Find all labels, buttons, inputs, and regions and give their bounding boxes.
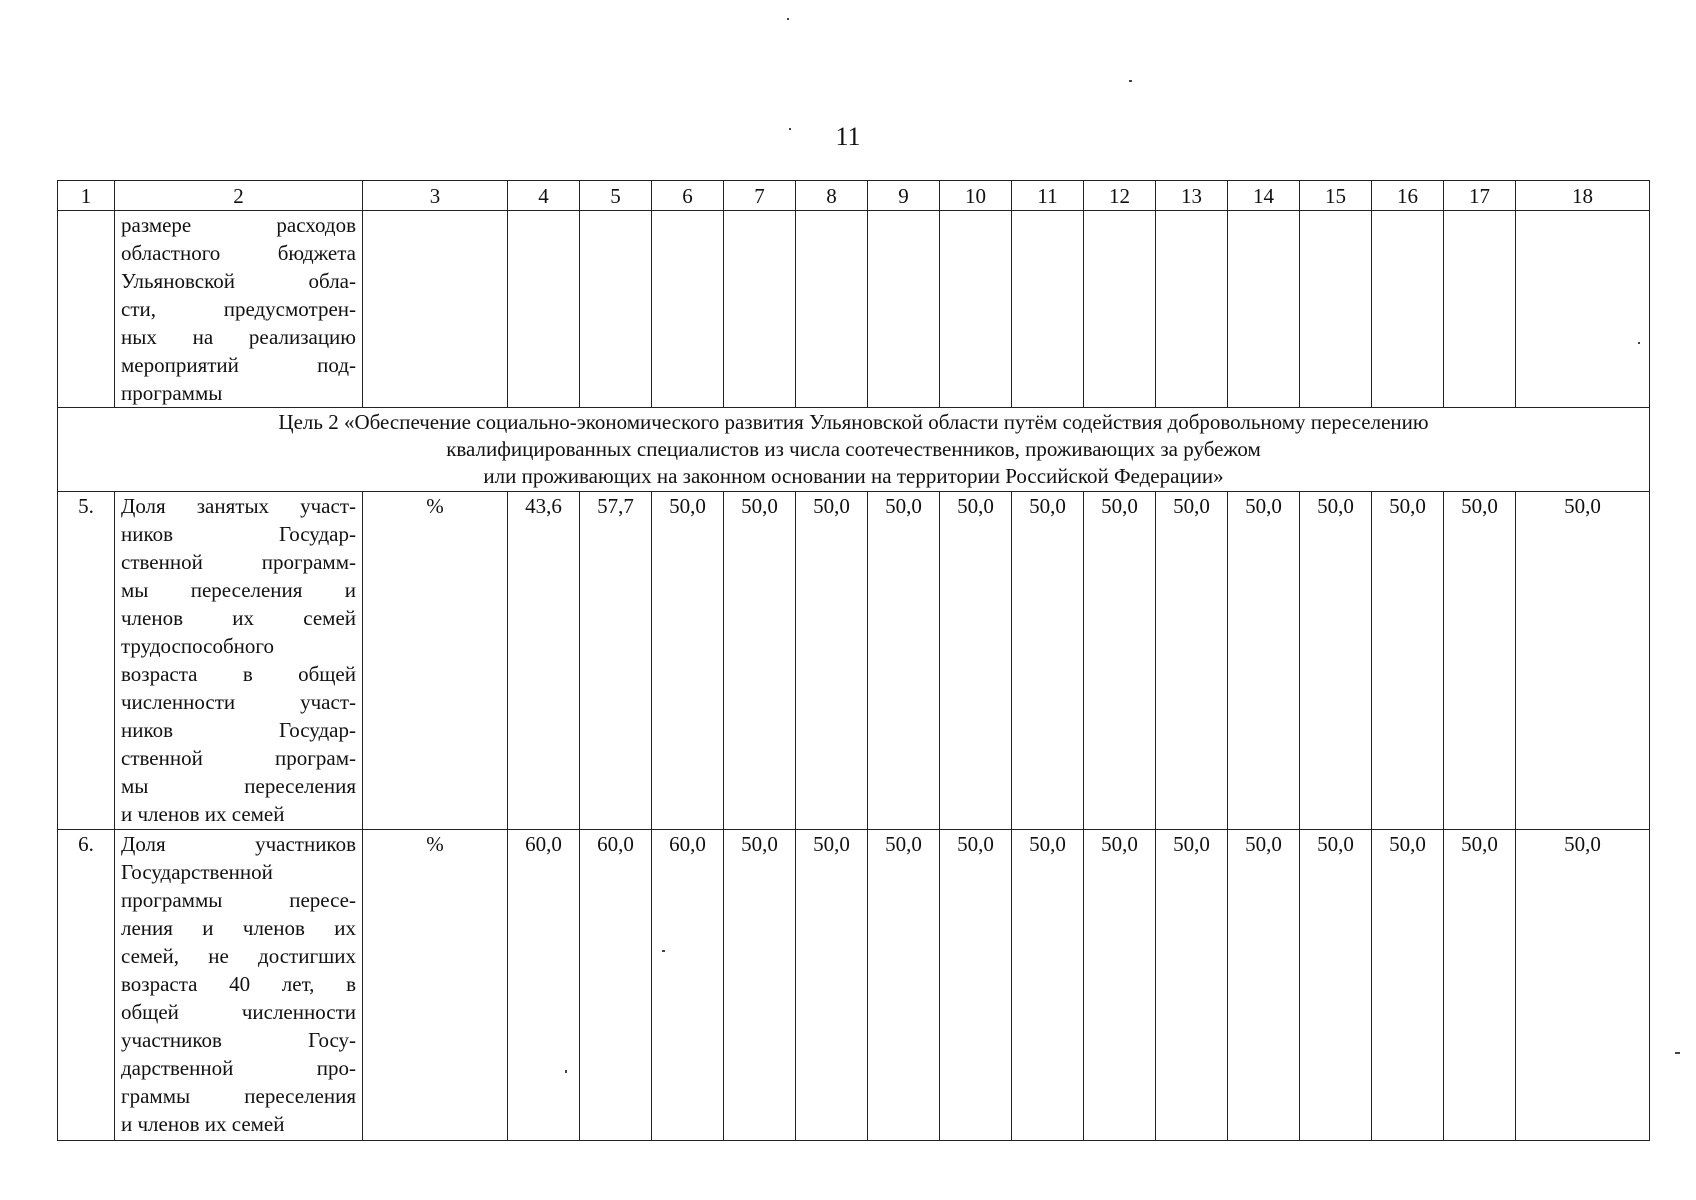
value-cell: 50,0 (1444, 492, 1516, 830)
indicator-description (115, 492, 363, 830)
column-number: 3 (363, 181, 508, 211)
description-line: сти, предусмотрен- (121, 297, 356, 321)
value-cell: 50,0 (1516, 830, 1650, 1141)
indicators-table (57, 180, 1650, 1141)
value-cell: 60,0 (580, 830, 652, 1141)
value-cell (1084, 211, 1156, 408)
value-cell: 50,0 (1156, 492, 1228, 830)
value-cell: 50,0 (1372, 492, 1444, 830)
description-line: возраста в общей (121, 662, 356, 686)
value-cell: 50,0 (1516, 492, 1650, 830)
column-number: 8 (796, 181, 868, 211)
scan-speck (1675, 1052, 1680, 1054)
value-cell: 50,0 (724, 492, 796, 830)
column-number: 15 (1300, 181, 1372, 211)
column-number: 4 (508, 181, 580, 211)
column-number: 9 (868, 181, 940, 211)
value-cell: 50,0 (796, 492, 868, 830)
value-cell (1228, 211, 1300, 408)
value-cell: 50,0 (1300, 492, 1372, 830)
value-cell: 57,7 (580, 492, 652, 830)
value-cell: 50,0 (1372, 830, 1444, 1141)
value-cell: 50,0 (1012, 830, 1084, 1141)
value-cell: 50,0 (1084, 492, 1156, 830)
continued-indicator-row (58, 211, 1650, 408)
description-line: трудоспособного (121, 634, 274, 658)
goal-heading (58, 408, 1650, 492)
column-number: 17 (1444, 181, 1516, 211)
scan-speck (1129, 80, 1132, 82)
description-line: Доля участников (121, 832, 356, 856)
value-cell (1156, 211, 1228, 408)
indicator-row-5 (58, 492, 1650, 830)
column-number: 18 (1516, 181, 1650, 211)
description-line: ления и членов их (121, 916, 356, 940)
description-line: семей, не достигших (121, 944, 356, 968)
column-number: 5 (580, 181, 652, 211)
column-number: 1 (58, 181, 115, 211)
row-number-cell (58, 211, 115, 408)
description-line: Доля занятых участ- (121, 494, 356, 518)
column-number: 14 (1228, 181, 1300, 211)
goal-line: квалифицированных специалистов из числа соотечественников, проживающих за рубежом (446, 437, 1261, 461)
value-cell: 50,0 (940, 492, 1012, 830)
value-cell: 50,0 (1300, 830, 1372, 1141)
description-line: Государственной (121, 860, 273, 884)
description-line: граммы переселения (121, 1084, 356, 1108)
goal-line: или проживающих на законном основании на территории Российской Федерации» (483, 464, 1224, 488)
value-cell (1300, 211, 1372, 408)
indicator-row-6 (58, 830, 1650, 1141)
value-cell: 50,0 (1084, 830, 1156, 1141)
description-line: ных на реализацию (121, 325, 356, 349)
column-number: 16 (1372, 181, 1444, 211)
scan-speck (787, 18, 789, 20)
value-cell (868, 211, 940, 408)
description-line: возраста 40 лет, в (121, 972, 356, 996)
value-cell (1012, 211, 1084, 408)
value-cell: 50,0 (868, 492, 940, 830)
value-cell: 50,0 (724, 830, 796, 1141)
column-number: 7 (724, 181, 796, 211)
description-line: общей численности (121, 1000, 356, 1024)
column-number: 2 (115, 181, 363, 211)
value-cell: 50,0 (1012, 492, 1084, 830)
value-cell: 60,0 (652, 830, 724, 1141)
description-line: и членов их семей (121, 1112, 285, 1136)
value-cell (652, 211, 724, 408)
goal-line: Цель 2 «Обеспечение социально-экономического развития Ульяновской области путём содействия добровольному переселению (278, 410, 1429, 434)
value-cell (796, 211, 868, 408)
column-number: 11 (1012, 181, 1084, 211)
value-cell (1516, 211, 1650, 408)
column-number: 12 (1084, 181, 1156, 211)
value-cell: 50,0 (940, 830, 1012, 1141)
value-cell (1372, 211, 1444, 408)
description-line: ников Государ- (121, 718, 356, 742)
description-line: численности участ- (121, 690, 356, 714)
description-line: ников Государ- (121, 522, 356, 546)
column-number: 6 (652, 181, 724, 211)
description-line: размере расходов (121, 213, 356, 237)
unit-cell (363, 211, 508, 408)
description-line: программы пересе- (121, 888, 356, 912)
column-number: 10 (940, 181, 1012, 211)
value-cell: 50,0 (652, 492, 724, 830)
value-cell: 43,6 (508, 492, 580, 830)
value-cell (508, 211, 580, 408)
value-cell: 50,0 (868, 830, 940, 1141)
indicator-description (115, 830, 363, 1141)
description-line: мероприятий под- (121, 353, 356, 377)
value-cell: 50,0 (1228, 830, 1300, 1141)
description-line: ственной программ- (121, 550, 356, 574)
value-cell (724, 211, 796, 408)
indicator-description (115, 211, 363, 408)
description-line: ственной програм- (121, 746, 356, 770)
description-line: дарственной про- (121, 1056, 356, 1080)
row-number: 5. (58, 492, 115, 830)
description-line: членов их семей (121, 606, 356, 630)
row-number: 6. (58, 830, 115, 1141)
description-line: мы переселения и (121, 578, 356, 602)
description-line: мы переселения (121, 774, 356, 798)
page-number: 11 (835, 122, 861, 151)
value-cell: 50,0 (1444, 830, 1516, 1141)
column-number-row (58, 181, 1650, 211)
goal-row (58, 408, 1650, 492)
unit-cell: % (363, 830, 508, 1141)
description-line: участников Госу- (121, 1028, 356, 1052)
description-line: программы (121, 381, 223, 405)
description-line: и членов их семей (121, 802, 285, 826)
value-cell: 50,0 (1228, 492, 1300, 830)
value-cell: 50,0 (796, 830, 868, 1141)
column-number: 13 (1156, 181, 1228, 211)
value-cell (1444, 211, 1516, 408)
scan-speck (789, 128, 791, 130)
value-cell (580, 211, 652, 408)
value-cell: 60,0 (508, 830, 580, 1141)
unit-cell: % (363, 492, 508, 830)
description-line: областного бюджета (121, 241, 356, 265)
value-cell (940, 211, 1012, 408)
description-line: Ульяновской обла- (121, 269, 356, 293)
value-cell: 50,0 (1156, 830, 1228, 1141)
